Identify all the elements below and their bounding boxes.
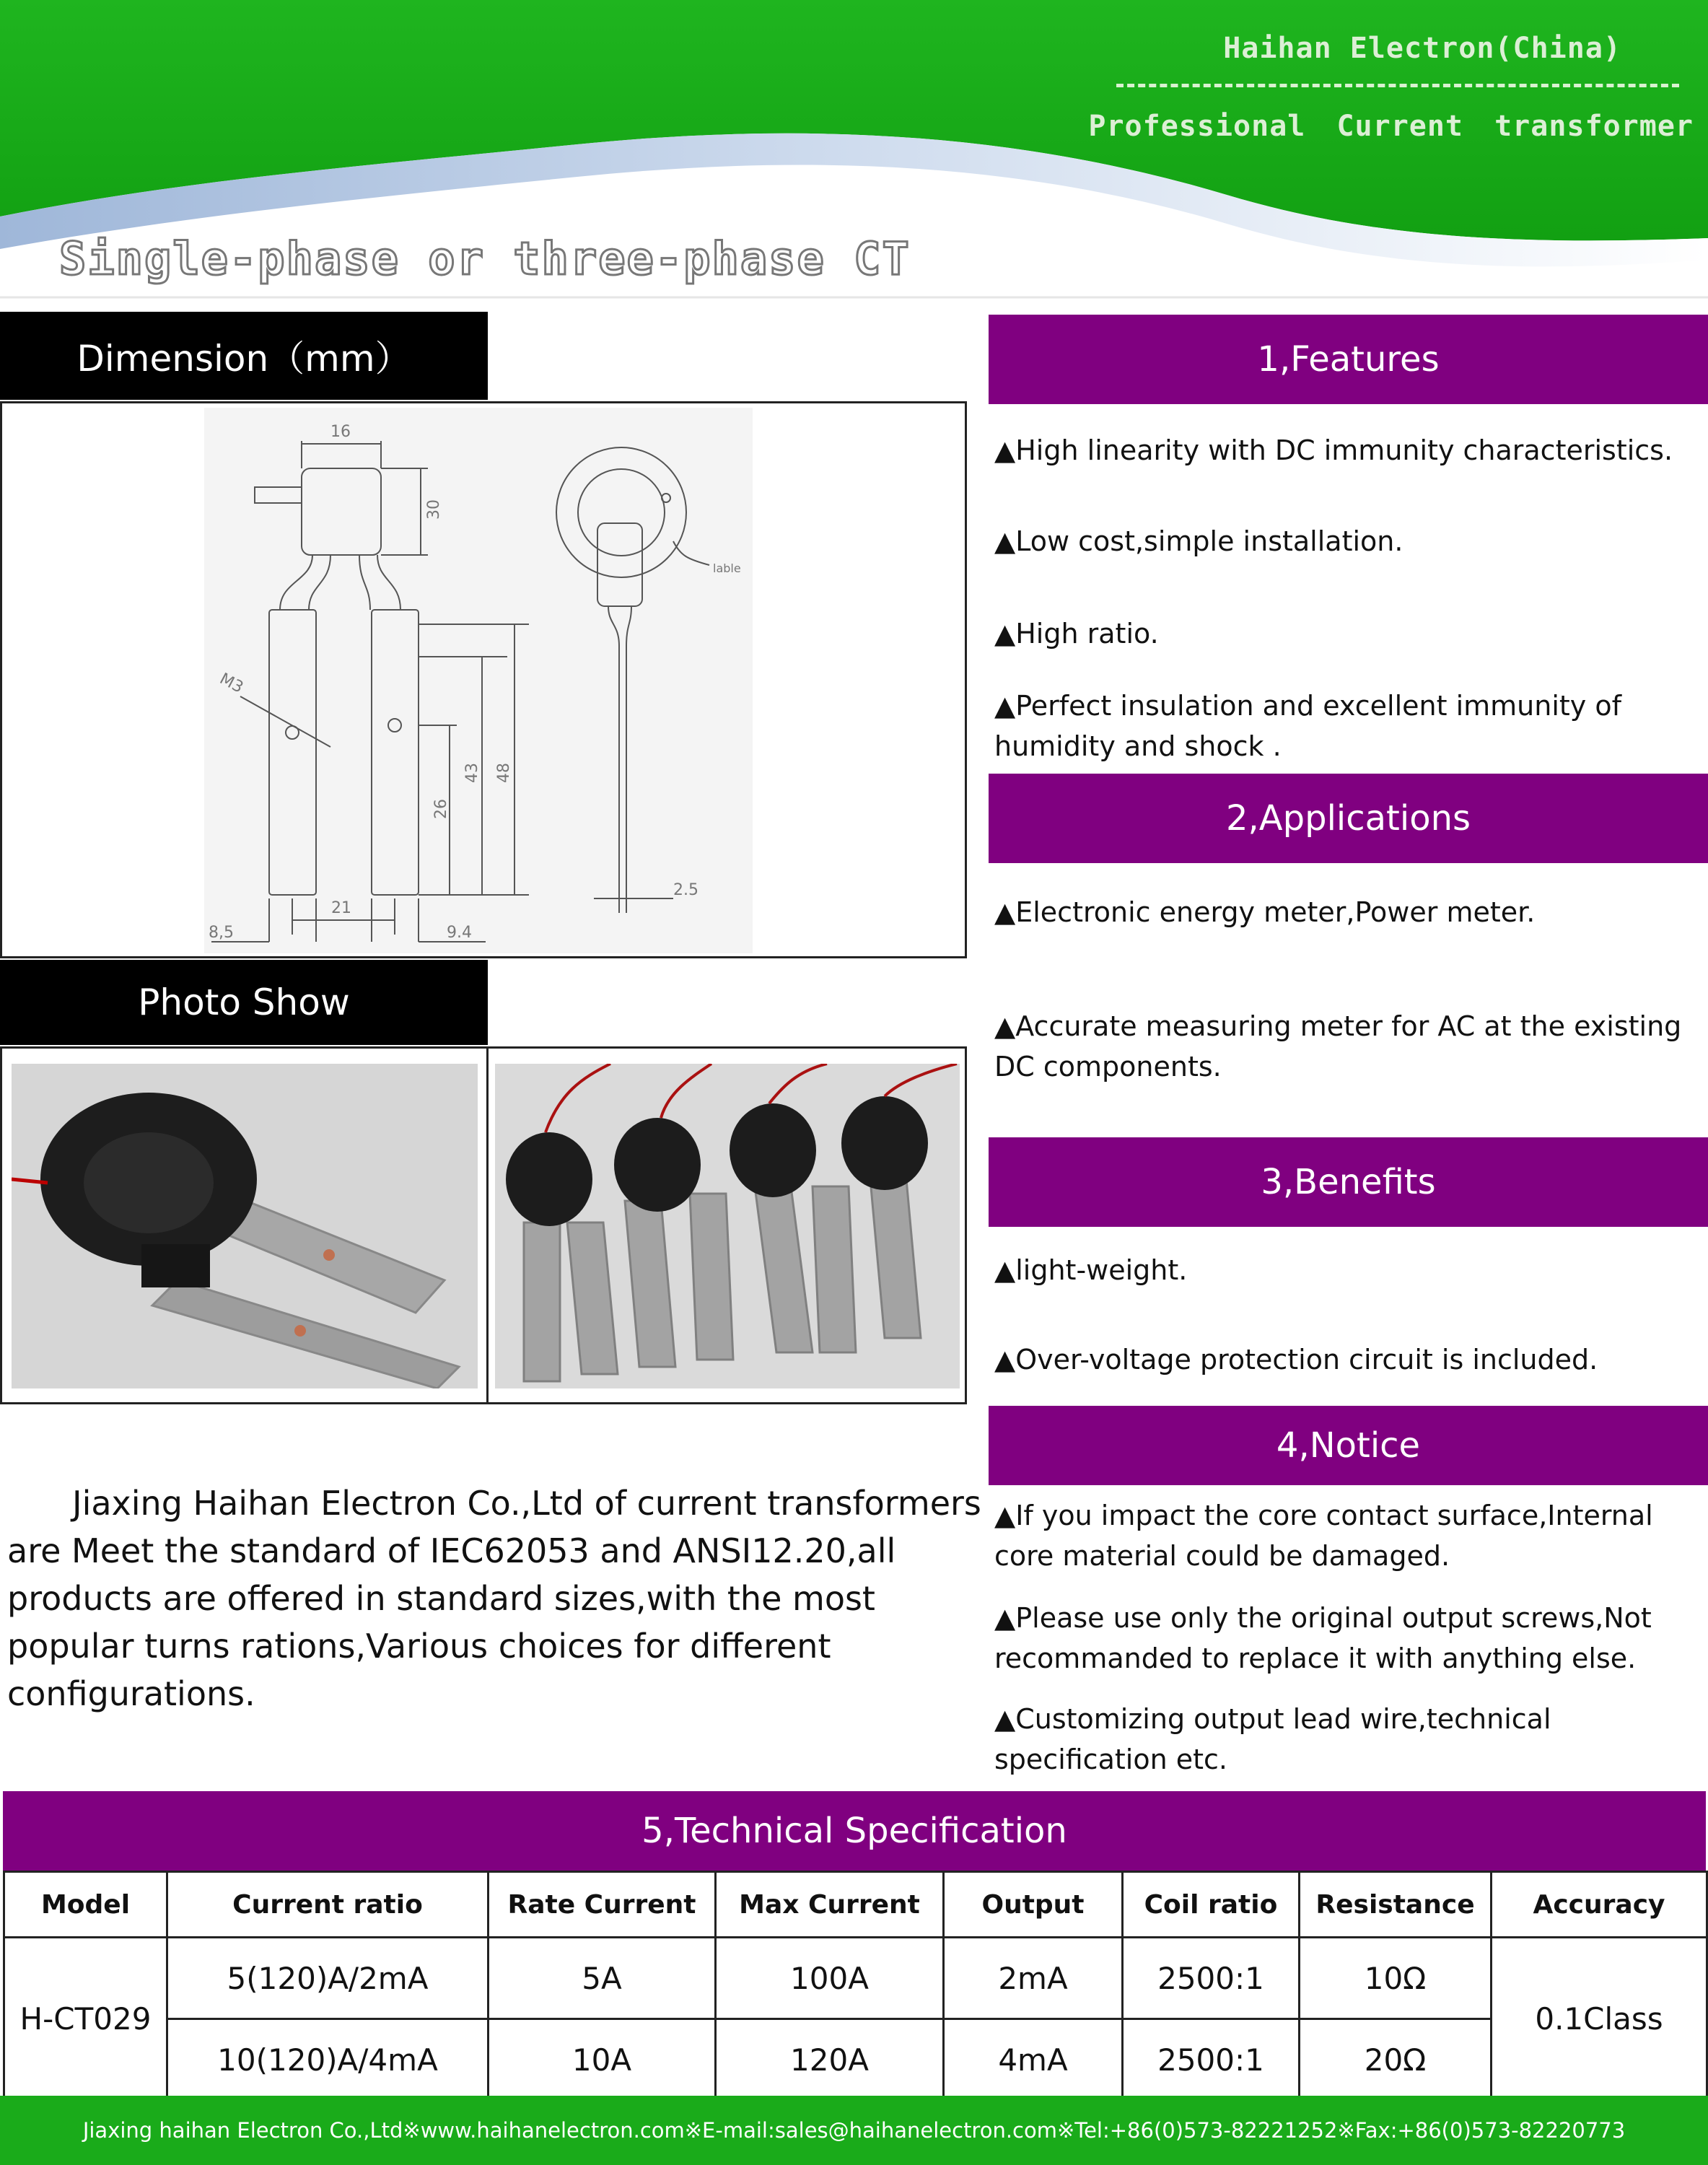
notice-item-1: ▲If you impact the core contact surface,Internal core material could be damaged. xyxy=(994,1500,1653,1572)
features-heading-text: 1,Features xyxy=(1257,339,1440,380)
spec-heading xyxy=(3,1791,1706,1871)
dimension-drawing-box xyxy=(0,401,967,958)
cell-resistance: 20Ω xyxy=(1300,2019,1492,2101)
col-max-current: Max Current xyxy=(716,1872,944,1938)
dimension-drawing xyxy=(204,408,753,953)
product-photo-1-graphic xyxy=(12,1064,478,1388)
dim-label-m3: M3 xyxy=(216,670,247,697)
header-divider xyxy=(1116,84,1679,87)
dim-label-9-4: 9.4 xyxy=(447,924,472,942)
dim-label-43: 43 xyxy=(463,763,481,783)
spec-table xyxy=(3,1871,1708,2101)
company-description: Jiaxing Haihan Electron Co.,Ltd of current transformers are Meet the standard of IEC62053 and ANSI12.20,all products are offered in standard sizes,with the most popular turns rations,Various choices for different configurations. xyxy=(7,1484,981,1713)
dim-label-30: 30 xyxy=(425,499,443,520)
company-slogan: Professional Current transformer xyxy=(1088,110,1694,143)
notice-item-2: ▲Please use only the original output screws,Not recommanded to replace it with anything else. xyxy=(994,1602,1652,1674)
product-photo-2-graphic xyxy=(495,1064,960,1388)
benefits-heading xyxy=(989,1137,1708,1227)
footer-contact-bar xyxy=(0,2096,1708,2165)
feature-item-4: ▲Perfect insulation and excellent immunity of humidity and shock . xyxy=(994,690,1621,762)
dim-label-8-5: 8,5 xyxy=(209,924,234,942)
cell-output: 4mA xyxy=(944,2019,1123,2101)
cell-current-ratio: 10(120)A/4mA xyxy=(167,2019,489,2101)
col-coil-ratio: Coil ratio xyxy=(1123,1872,1300,1938)
cell-current-ratio: 5(120)A/2mA xyxy=(167,1938,489,2019)
dimension-heading-text: Dimension（mm） xyxy=(76,338,411,380)
cell-coil-ratio: 2500:1 xyxy=(1123,1938,1300,2019)
table-row xyxy=(4,2019,1707,2101)
col-resistance: Resistance xyxy=(1300,1872,1492,1938)
benefits-heading-text: 3,Benefits xyxy=(1261,1162,1436,1202)
cell-resistance: 10Ω xyxy=(1300,1938,1492,2019)
dim-label-21: 21 xyxy=(331,899,351,917)
cell-rate-current: 10A xyxy=(489,2019,716,2101)
dim-label-2-5: 2.5 xyxy=(673,881,698,899)
applications-heading-text: 2,Applications xyxy=(1226,798,1471,839)
feature-item-2: ▲Low cost,simple installation. xyxy=(994,525,1403,557)
notice-heading xyxy=(989,1406,1708,1485)
col-accuracy: Accuracy xyxy=(1492,1872,1707,1938)
footer-contact-text: Jiaxing haihan Electron Co.,Ltd※www.haihanelectron.com※E-mail:sales@haihanelectron.com※Tel:+86(0)573-82221252※Fax:+86(0)573-82220773 xyxy=(82,2118,1626,2143)
spec-heading-text: 5,Technical Specification xyxy=(641,1811,1067,1851)
benefit-item-1: ▲light-weight. xyxy=(994,1254,1188,1286)
dim-label-26: 26 xyxy=(432,799,450,819)
cell-max-current: 120A xyxy=(716,2019,944,2101)
dimension-heading xyxy=(0,312,488,400)
col-rate-current: Rate Current xyxy=(489,1872,716,1938)
cell-coil-ratio: 2500:1 xyxy=(1123,2019,1300,2101)
cell-output: 2mA xyxy=(944,1938,1123,2019)
notice-item-3: ▲Customizing output lead wire,technical specification etc. xyxy=(994,1703,1551,1775)
photo-divider xyxy=(486,1046,489,1404)
application-item-1: ▲Electronic energy meter,Power meter. xyxy=(994,896,1536,928)
notice-heading-text: 4,Notice xyxy=(1276,1425,1421,1466)
cell-rate-current: 5A xyxy=(489,1938,716,2019)
cell-max-current: 100A xyxy=(716,1938,944,2019)
feature-item-3: ▲High ratio. xyxy=(994,618,1159,650)
product-photo-2 xyxy=(495,1064,960,1388)
photo-heading xyxy=(0,960,488,1045)
benefit-item-2: ▲Over-voltage protection circuit is included. xyxy=(994,1344,1598,1375)
dim-label-48: 48 xyxy=(495,763,513,783)
col-output: Output xyxy=(944,1872,1123,1938)
photo-heading-text: Photo Show xyxy=(138,981,350,1023)
features-heading xyxy=(989,315,1708,404)
dim-label-16: 16 xyxy=(330,423,351,441)
applications-heading xyxy=(989,774,1708,863)
product-photo-1 xyxy=(12,1064,478,1388)
col-current-ratio: Current ratio xyxy=(167,1872,489,1938)
cell-model: H-CT029 xyxy=(4,1938,167,2101)
feature-item-1: ▲High linearity with DC immunity characteristics. xyxy=(994,434,1673,466)
company-name: Haihan Electron(China) xyxy=(1223,32,1621,65)
cell-accuracy: 0.1Class xyxy=(1492,1938,1707,2101)
page-title: Single-phase or three-phase CT xyxy=(59,232,911,285)
application-item-2: ▲Accurate measuring meter for AC at the existing DC components. xyxy=(994,1010,1682,1082)
dim-label-lable: lable xyxy=(713,561,741,575)
table-row xyxy=(4,1938,1707,2019)
col-model: Model xyxy=(4,1872,167,1938)
spec-header-row xyxy=(4,1872,1707,1938)
